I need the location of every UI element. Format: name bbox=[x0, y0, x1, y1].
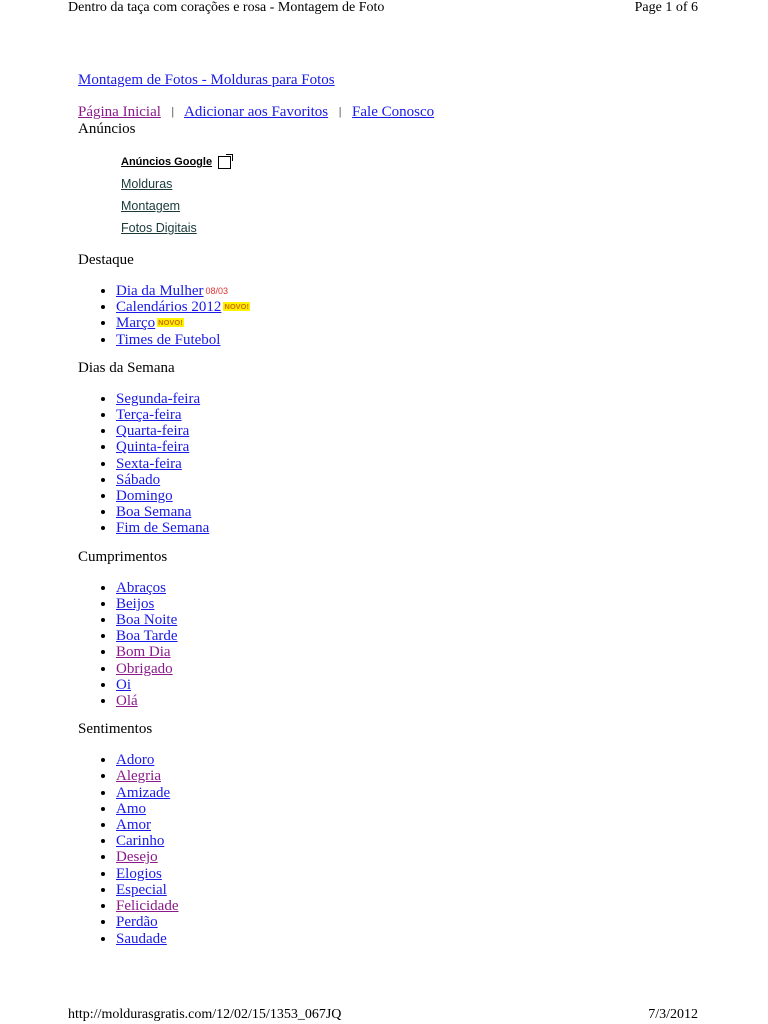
sentimentos-link[interactable]: Carinho bbox=[116, 833, 165, 850]
dias-link[interactable]: Quarta-feira bbox=[116, 423, 190, 440]
list-item bbox=[116, 644, 708, 660]
list-item bbox=[116, 931, 708, 947]
sentimentos-link[interactable]: Especial bbox=[116, 881, 167, 898]
ads-label: Anúncios bbox=[78, 121, 136, 137]
cumprimentos-link[interactable]: Oi bbox=[116, 676, 131, 693]
list-item bbox=[116, 596, 708, 612]
list-item bbox=[116, 817, 708, 833]
nav-contact-link[interactable]: Fale Conosco bbox=[352, 104, 435, 120]
section-title-cumprimentos: Cumprimentos bbox=[78, 548, 168, 565]
sentimentos-link[interactable]: Perdão bbox=[116, 914, 158, 931]
sentimentos-link[interactable]: Amo bbox=[116, 800, 146, 817]
destaque-link[interactable]: Times de Futebol bbox=[116, 331, 221, 348]
list-item bbox=[116, 580, 708, 596]
print-url: http://moldurasgratis.com/12/02/15/1353_067JQ bbox=[68, 1007, 342, 1022]
destaque-list bbox=[78, 283, 708, 348]
new-badge: NOVO! bbox=[224, 302, 249, 312]
google-ads-label: Anúncios Google bbox=[121, 156, 213, 168]
page-content bbox=[78, 72, 708, 947]
list-item bbox=[116, 520, 708, 536]
cumprimentos-link[interactable]: Boa Noite bbox=[116, 612, 178, 629]
google-ads-block bbox=[121, 150, 708, 240]
print-header bbox=[68, 0, 698, 16]
sentimentos-link[interactable]: Alegria bbox=[116, 768, 161, 785]
dias-list bbox=[78, 391, 708, 537]
nav-separator: | bbox=[338, 104, 342, 118]
list-item bbox=[116, 785, 708, 801]
sentimentos-link[interactable]: Adoro bbox=[116, 752, 155, 769]
destaque-link[interactable]: Dia da Mulher bbox=[116, 283, 204, 299]
nav-home-link[interactable]: Página Inicial bbox=[78, 104, 161, 120]
site-title-link[interactable]: Montagem de Fotos - Molduras para Fotos bbox=[78, 72, 335, 88]
list-item bbox=[116, 661, 708, 677]
new-badge: NOVO! bbox=[158, 318, 183, 328]
list-item bbox=[116, 407, 708, 423]
list-item bbox=[116, 612, 708, 628]
list-item bbox=[116, 391, 708, 407]
destaque-link[interactable]: Março bbox=[116, 315, 156, 332]
list-item bbox=[116, 332, 708, 348]
sentimentos-link[interactable]: Saudade bbox=[116, 930, 167, 947]
google-ads-header[interactable] bbox=[121, 150, 708, 174]
list-item bbox=[116, 283, 708, 299]
list-item bbox=[116, 801, 708, 817]
print-page-number: Page 1 of 6 bbox=[634, 0, 698, 15]
nav-separator: | bbox=[171, 104, 175, 118]
list-item bbox=[116, 299, 708, 315]
sentimentos-link[interactable]: Amizade bbox=[116, 784, 171, 801]
list-item bbox=[116, 315, 708, 331]
sentimentos-link[interactable]: Amor bbox=[116, 817, 151, 834]
nav-favorites-link[interactable]: Adicionar aos Favoritos bbox=[183, 104, 329, 120]
list-item bbox=[116, 833, 708, 849]
list-item bbox=[116, 439, 708, 455]
sentimentos-link[interactable]: Desejo bbox=[116, 849, 158, 866]
ad-link[interactable]: Molduras bbox=[121, 177, 173, 191]
cumprimentos-link[interactable]: Boa Tarde bbox=[116, 628, 178, 645]
dias-link[interactable]: Fim de Semana bbox=[116, 520, 210, 537]
list-item bbox=[116, 849, 708, 865]
dias-link[interactable]: Quinta-feira bbox=[116, 439, 190, 456]
list-item bbox=[116, 752, 708, 768]
ad-link[interactable]: Fotos Digitais bbox=[121, 221, 197, 235]
cumprimentos-link[interactable]: Olá bbox=[116, 693, 138, 710]
section-title-destaque: Destaque bbox=[78, 252, 134, 268]
sentimentos-link[interactable]: Felicidade bbox=[116, 898, 179, 915]
dias-link[interactable]: Terça-feira bbox=[116, 407, 182, 424]
cumprimentos-link[interactable]: Abraços bbox=[116, 579, 166, 596]
list-item bbox=[116, 898, 708, 914]
dias-link[interactable]: Boa Semana bbox=[116, 504, 192, 521]
dias-link[interactable]: Segunda-feira bbox=[116, 390, 201, 407]
cumprimentos-link[interactable]: Beijos bbox=[116, 595, 155, 612]
list-item bbox=[116, 488, 708, 504]
sentimentos-list bbox=[78, 752, 708, 946]
list-item bbox=[116, 628, 708, 644]
list-item bbox=[116, 677, 708, 693]
external-link-icon bbox=[218, 156, 231, 169]
list-item bbox=[116, 768, 708, 784]
list-item bbox=[116, 472, 708, 488]
dias-link[interactable]: Sexta-feira bbox=[116, 455, 182, 472]
ad-link[interactable]: Montagem bbox=[121, 199, 181, 213]
print-title: Dentro da taça com corações e rosa - Montagem de Foto bbox=[68, 0, 385, 15]
section-title-sentimentos: Sentimentos bbox=[78, 721, 153, 738]
cumprimentos-link[interactable]: Obrigado bbox=[116, 660, 173, 677]
list-item bbox=[116, 914, 708, 930]
cumprimentos-link[interactable]: Bom Dia bbox=[116, 644, 171, 661]
top-navigation bbox=[78, 104, 708, 121]
sentimentos-link[interactable]: Elogios bbox=[116, 865, 162, 882]
list-item bbox=[116, 693, 708, 709]
list-item bbox=[116, 504, 708, 520]
destaque-link[interactable]: Calendários 2012 bbox=[116, 299, 222, 316]
cumprimentos-list bbox=[78, 580, 708, 710]
list-item bbox=[116, 882, 708, 898]
list-item bbox=[116, 866, 708, 882]
print-footer bbox=[68, 1007, 698, 1023]
section-title-dias: Dias da Semana bbox=[78, 359, 175, 376]
list-item bbox=[116, 456, 708, 472]
dias-link[interactable]: Sábado bbox=[116, 471, 161, 488]
print-date: 7/3/2012 bbox=[648, 1007, 698, 1022]
dias-link[interactable]: Domingo bbox=[116, 488, 173, 505]
list-item bbox=[116, 423, 708, 439]
date-badge: 08/03 bbox=[205, 286, 229, 296]
